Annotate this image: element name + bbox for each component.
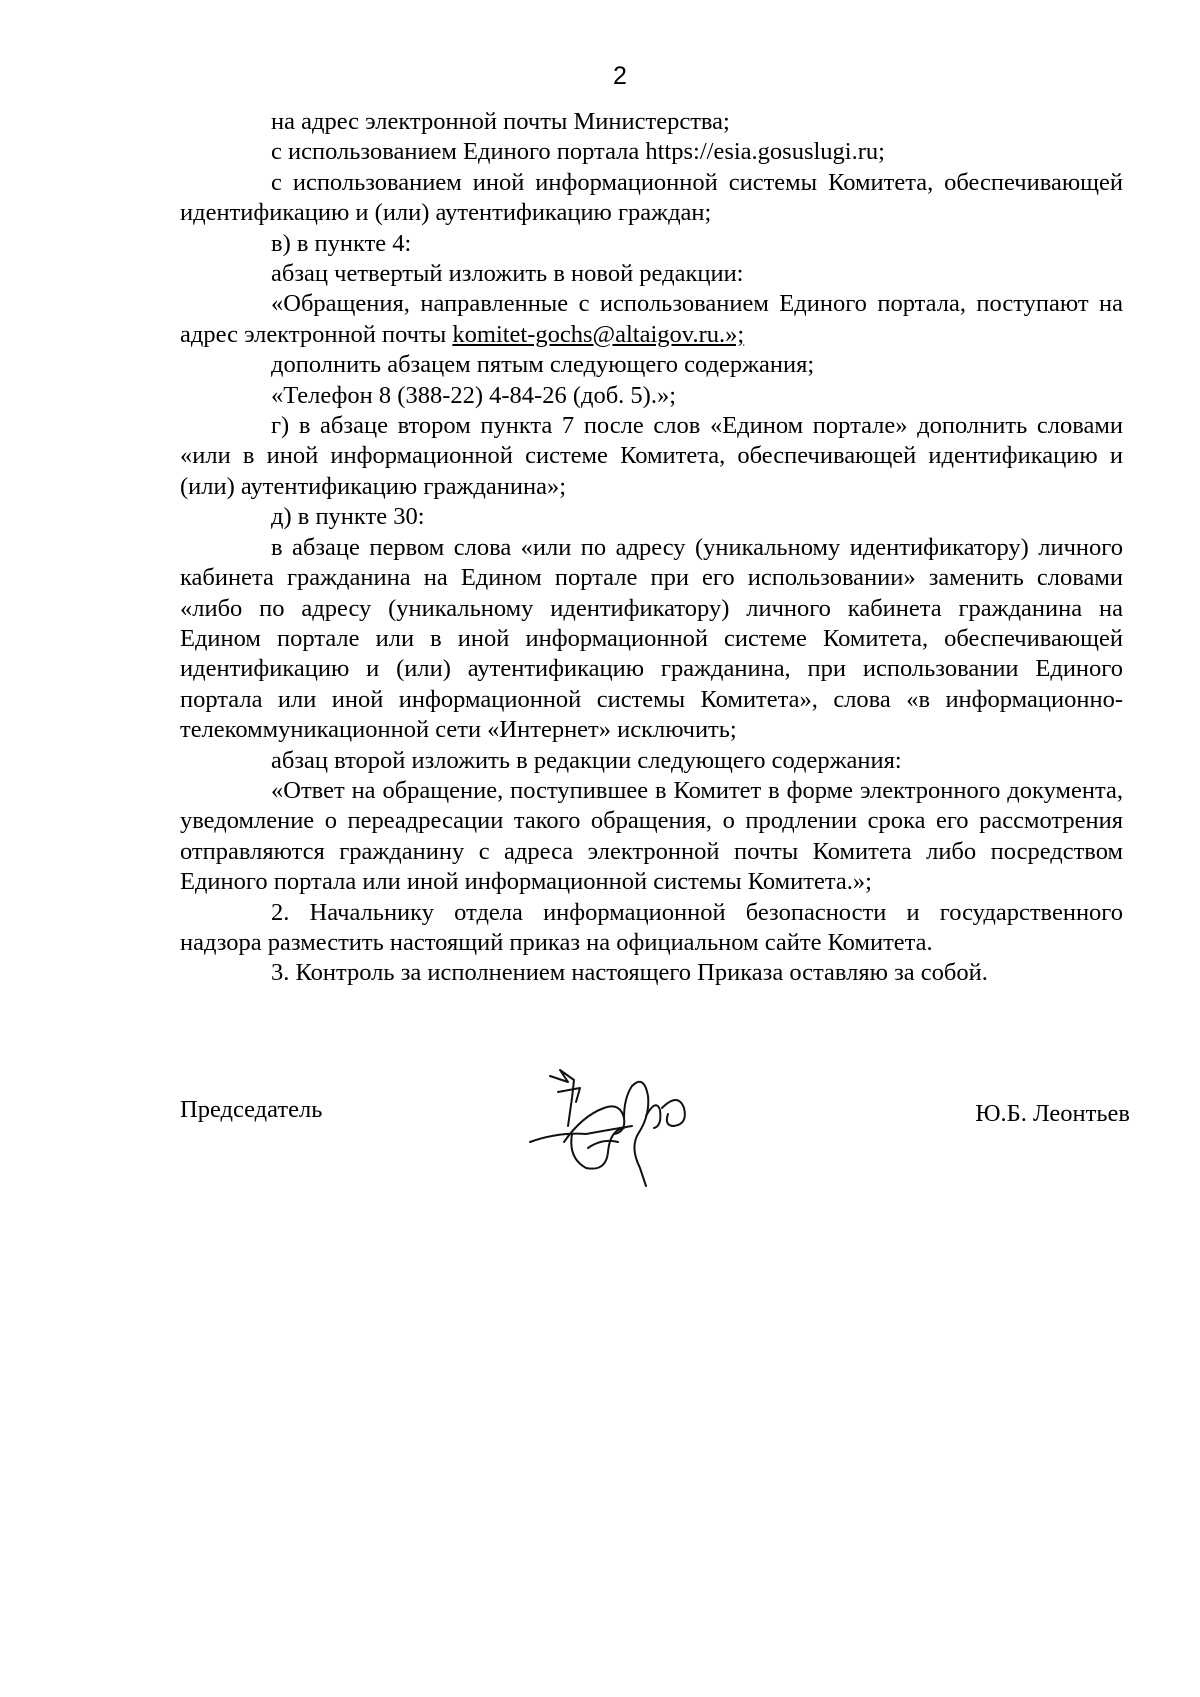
paragraph: в абзаце первом слова «или по адресу (уникальному идентификатору) личного кабинета гражданина на Едином портале при его использовании» заменить словами «либо по адресу (уникальному идентификатору) личного кабинета гражданина на Едином портале или в иной информационной системе Комитета, обеспечивающей идентификацию и (или) аутентификацию гражданина, при использовании Единого портала или иной информационной системы Комитета», слова «в информационно-телекоммуникационной сети «Интернет» исключить; (180, 533, 1123, 744)
paragraph-portal (180, 289, 1123, 350)
paragraph: д) в пункте 30: (271, 503, 425, 531)
paragraph: абзац четвертый изложить в новой редакции: (271, 260, 744, 288)
signatory-name: Ю.Б. Леонтьев (975, 1100, 1130, 1127)
email-link[interactable]: komitet-gochs@altaigov.ru.»; (452, 320, 745, 348)
paragraph: дополнить абзацем пятым следующего содержания; (271, 351, 815, 379)
document-body (180, 107, 1123, 989)
paragraph: в) в пункте 4: (271, 229, 412, 257)
paragraph: «Ответ на обращение, поступившее в Комитет в форме электронного документа, уведомление о переадресации такого обращения, о продлении срока его рассмотрения отправляются гражданину с адреса электронной почты Комитета либо посредством Единого портала или иной информационной системы Комитета.»; (180, 776, 1123, 896)
paragraph: г) в абзаце втором пункта 7 после слов «Едином портале» дополнить словами «или в иной информационной системе Комитета, обеспечивающей идентификацию и (или) аутентификацию гражданина»; (180, 412, 1123, 500)
paragraph: «Телефон 8 (388-22) 4-84-26 (доб. 5).»; (271, 381, 677, 409)
signatory-title: Председатель (180, 1096, 323, 1123)
paragraph: 3. Контроль за исполнением настоящего Приказа оставляю за собой. (271, 959, 988, 987)
handwritten-signature (528, 1068, 728, 1203)
paragraph: на адрес электронной почты Министерства; (271, 108, 730, 135)
paragraph: с использованием иной информационной системы Комитета, обеспечивающей идентификацию и (или) аутентификацию граждан; (180, 168, 1123, 227)
paragraph: 2. Начальнику отдела информационной безопасности и государственного надзора разместить настоящий приказ на официальном сайте Комитета. (180, 898, 1123, 956)
paragraph: с использованием Единого портала https://esia.gosuslugi.ru; (271, 138, 885, 166)
portal-text: «Обращения, направленные с использованием Единого портала, поступают на адрес электронной почты (180, 290, 1123, 348)
signature-block (180, 1068, 1130, 1208)
page-number: 2 (613, 62, 627, 90)
paragraph: абзац второй изложить в редакции следующего содержания: (271, 746, 902, 774)
